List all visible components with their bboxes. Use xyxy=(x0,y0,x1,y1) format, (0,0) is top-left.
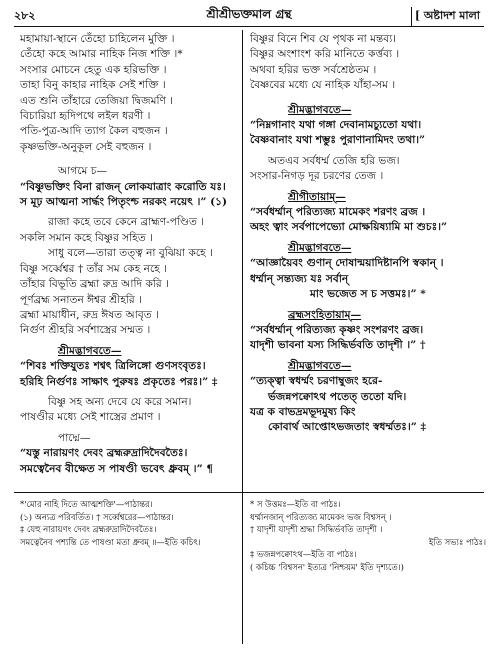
section-heading xyxy=(20,431,238,446)
verse-line: “ত্যক্ত্বা স্বধর্ম্মং চরণাম্বুজং হরে- xyxy=(250,375,383,388)
footnote: * স উত্তমঃ—ইতি বা পাঠঃ। xyxy=(250,499,341,509)
verse-line: “সর্বধর্ম্মান্ পরিত্যজ্য মামেকং শরণং ব্রজ । xyxy=(250,206,426,219)
text-line: রাজা কহে তবে কেনে ব্রাহ্মণ-পণ্ডিত । xyxy=(48,216,205,229)
heading-text: শ্রীমদ্ভাগবতে— xyxy=(58,344,122,357)
left-column xyxy=(20,32,238,477)
footnotes-left xyxy=(20,498,238,548)
footnote: † যাদৃশী যাদৃশী শ্রদ্ধা সিদ্ধির্ভবতি তাদৃশী । xyxy=(250,524,383,535)
footnotes-right xyxy=(250,498,486,574)
verse-line: “যস্তু নারায়ণং দেবং ব্রহ্মরুদ্রাদিদৈবতৈঃ। xyxy=(20,447,188,460)
heading-text: পাদ্মে— xyxy=(58,431,91,444)
verse-line: কোবার্থ আপ্তোঽভজতাং স্বধর্ম্মতঃ।” ‡ xyxy=(268,421,427,434)
verse-line: স মূঢ় আত্মনা সার্দ্ধং পিতৃংশ্চ নরকং নয়েৎ ।” (১) xyxy=(20,196,228,209)
text-line: সকলি সমান কহে বিষ্ণুর সহিত । xyxy=(20,231,153,244)
text-line: তাহা বিনু কাহার নাহিক সেই শক্তি । xyxy=(20,79,166,92)
footnote-rule xyxy=(14,492,484,493)
text-line: ব্রহ্মা মায়াধীন, রুদ্র ঈষত আবৃত । xyxy=(20,308,159,321)
right-column xyxy=(250,32,486,436)
text-line: অতএব সর্বধর্ম্ম তেজি হরি ভজ। xyxy=(268,154,400,167)
text-line: তাঁহার বিভূতি ব্রহ্মা রুদ্র আদি করি । xyxy=(20,278,169,291)
text-line: বিষ্ণু সর্ব্বেশ্বর † তাঁর সম কেহ নহে । xyxy=(20,262,167,275)
footnote: ‡ যেহু নারায়ণং দেবং ব্রহ্মরুদ্রাদিদৈবতৈঃ। xyxy=(20,524,157,535)
text-line: তেঁহো কহে আমার নাহিক নিজ শক্তি ।* xyxy=(20,48,183,61)
footnote: ইতি সভ্যঃ পাঠঃ। xyxy=(428,536,486,547)
footnote-divider xyxy=(242,492,243,644)
heading-text: শ্রীমদ্ভাগবতে— xyxy=(288,103,352,116)
text-line: পাষণ্ডীর মধ্যে সেই শাস্ত্রের প্রমাণ । xyxy=(20,411,161,424)
verse-line: “নিম্নগানাং যথা গঙ্গা দেবানামচ্যুতো যথা। xyxy=(250,119,422,132)
section-heading xyxy=(250,103,486,118)
page-header xyxy=(14,6,484,27)
section-heading xyxy=(250,359,486,374)
text-line: অথবা হরির ভক্ত সর্বশ্রেষ্ঠতম । xyxy=(250,63,377,76)
text-line: বিষ্ণুর বিনে শিব যে পৃথক না মন্তব্য। xyxy=(250,33,397,45)
text-line: কৃষ্ণভক্তি-অনুকূল সেই বহুজন । xyxy=(20,140,152,153)
text-line: বৈষ্ণবের মধ্যে যে নাহিক যাঁহা-সম । xyxy=(250,79,396,92)
book-title: শ্রীশ্রীভক্তমাল গ্রন্থ xyxy=(206,7,292,21)
verse-line: হরিহি নির্গুণঃ সাক্ষাৎ পুরুষঃ প্রকৃতেঃ পরঃ।” ‡ xyxy=(20,375,218,388)
text-line: সংসার-নিগড় দূর চরণের তেজ । xyxy=(250,170,384,183)
chapter-tag: [ অষ্টাদশ মালা xyxy=(411,7,480,26)
footnote: সমত্বেনৈব পশ্যন্তি তে পাষণ্ডা মতা ধ্রুবম্ ॥—ইতি কচিৎ। xyxy=(20,536,201,547)
text-line: পূর্ণব্রহ্ম সনাতন ঈশ্বর শ্রীহরি । xyxy=(20,293,142,306)
heading-text: শ্রীমদ্ভাগবতে— xyxy=(288,359,352,372)
verse-line: সমত্বেনৈব বীক্ষেত স পাষণ্ডী ভবেৎ ধ্রুবম্ ।” ¶ xyxy=(20,462,214,475)
verse-line: অহং ত্বাং সর্বপাপেভ্যো মোক্ষয়িষ্যামি মা শুচঃ।” xyxy=(250,221,448,234)
heading-text: শ্রীগীতায়াম্— xyxy=(288,190,346,203)
text-line: বিচারিয়া হৃদিপথে লইল ধরণী । xyxy=(20,110,151,123)
verse-line: যত্র ক বাভদ্রমভূদমুষ্য কিং xyxy=(250,405,356,418)
verse-line: বৈষ্ণবানাং যথা শম্ভুঃ পুরাণানামিদং তথা।” xyxy=(250,134,426,147)
verse-line: ধর্ম্মান্ সন্ত্যজ্য যঃ সর্বান্ xyxy=(250,272,349,285)
section-heading xyxy=(250,308,486,323)
column-divider xyxy=(242,30,243,492)
heading-text: আগমে চ— xyxy=(58,165,108,178)
verse-line: “শিবঃ শক্তিযুতঃ শশ্বৎ ত্রিলিঙ্গো গুণসংবৃতঃ। xyxy=(20,360,206,373)
text-line: মহামায়া-স্থানে তেঁহো চাহিলেন মুক্তি । xyxy=(20,33,175,45)
footnote: (১) অন্যত্র পরিবর্তিত। † সর্ব্বেশ্বরের—পাঠান্তর। xyxy=(20,511,174,522)
verse-line: র্ভজন্নপক্বোঽথ পতেত্ ততো যদি। xyxy=(268,390,407,403)
heading-text: ব্রহ্মসংহিতায়াম্— xyxy=(288,308,362,321)
text-line: পতি-পুত্র-আদি ত্যাগ কৈল বহুজন । xyxy=(20,125,168,138)
footnote: ধর্ম্মানজান্ পরিত্যজ্য মামেকং ভজ বিশ্বসন্ । xyxy=(250,511,392,522)
text-line: নির্গুণ শ্রীহরি সর্বশাস্ত্রের সম্মত । xyxy=(20,324,151,337)
text-line: বিষ্ণুর অংশাংশ করি মানিতে কর্ত্তব্য । xyxy=(250,48,400,61)
verse-line: “বিষ্ণুভক্তিং বিনা রাজন্ লোকযাত্রাং করোতি যঃ। xyxy=(20,180,226,193)
heading-text: শ্রীমদ্ভাগবতে— xyxy=(288,241,352,254)
verse-line: “সর্বধর্ম্মান্ পরিত্যজ্য কৃষ্ণং সংশরণং ব্রজ। xyxy=(250,323,424,336)
section-heading xyxy=(20,164,238,179)
footnote: ‡ ভজন্নপক্বোঽথ—ইতি বা পাঠঃ। xyxy=(250,549,357,560)
text-line: এত শুনি তাঁহারে তেজিয়া দ্বিজমণি । xyxy=(20,94,174,107)
page-number: ২৮২ xyxy=(14,8,36,22)
verse-line: যাদৃশী ভাবনা যস্য সিদ্ধির্ভবতি তাদৃশী ।” † xyxy=(250,339,426,352)
verse-line: “আজ্ঞায়ৈবং গুণান্ দোষান্ময়াদিষ্টানপি স্বকান্ । xyxy=(250,257,444,270)
text-line: সংসার মোচনে হেতু এক হরিভক্তি । xyxy=(20,63,167,76)
section-heading xyxy=(250,241,486,256)
footnote: *'মোর নাহি দিতে আত্মশক্তি'—পাঠান্তর। xyxy=(20,499,153,509)
footnote: ( কচিচ্চ 'বিশ্বসন' ইত্যত্র 'নিশ্চয়ম' ইতি দৃশ্যতে।) xyxy=(250,561,404,572)
text-line: সাধু বলে—তারা তত্ত্ব না বুঝিয়া কহে । xyxy=(48,247,213,260)
section-heading xyxy=(250,190,486,205)
text-line: বিষ্ণু সহ অন্য দেবে যে করে সমান। xyxy=(48,395,192,408)
section-heading xyxy=(20,344,238,359)
verse-line: মাং ভজেত স চ সত্তমঃ।” * xyxy=(310,288,426,301)
